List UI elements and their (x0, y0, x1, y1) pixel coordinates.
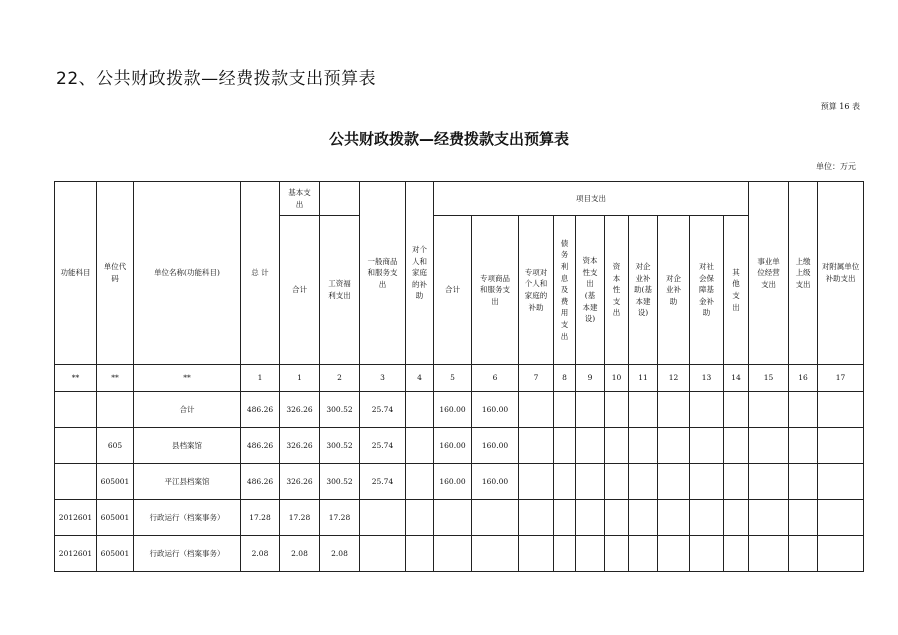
cell-empty (658, 536, 690, 572)
cell-total: 486.26 (241, 392, 280, 428)
header-enterprise-build: 对企 业补 助(基 本建 设) (629, 216, 658, 365)
index-cell: 12 (658, 365, 690, 392)
cell-empty (576, 392, 605, 428)
cell-code: 605 (97, 428, 134, 464)
table-row (55, 500, 864, 536)
header-project-sum: 合计 (434, 216, 472, 365)
header-business: 事业单 位经营 支出 (749, 182, 789, 365)
cell-func (55, 464, 97, 500)
cell-name: 县档案馆 (134, 428, 241, 464)
cell-func: 2012601 (55, 500, 97, 536)
cell-individual (406, 428, 434, 464)
index-cell: 5 (434, 365, 472, 392)
index-cell: 15 (749, 365, 789, 392)
cell-empty (749, 464, 789, 500)
cell-func (55, 392, 97, 428)
cell-empty (818, 392, 864, 428)
cell-empty (629, 464, 658, 500)
index-cell: ** (134, 365, 241, 392)
cell-empty (818, 464, 864, 500)
header-basic-group: 基本支 出 (280, 182, 320, 216)
cell-empty (605, 392, 629, 428)
header-unit-name: 单位名称(功能科目) (134, 182, 241, 365)
index-cell: 3 (360, 365, 406, 392)
index-cell: 1 (280, 365, 320, 392)
cell-project-goods: 160.00 (472, 428, 519, 464)
index-cell: 11 (629, 365, 658, 392)
unit-label: 单位：万元 (816, 162, 856, 171)
header-goods: 一般商品 和服务支 出 (360, 182, 406, 365)
header-enterprise: 对企 业补 助 (658, 216, 690, 365)
cell-project-goods: 160.00 (472, 392, 519, 428)
cell-empty (789, 464, 818, 500)
index-cell: 13 (690, 365, 724, 392)
table-row (55, 536, 864, 572)
cell-empty (658, 500, 690, 536)
cell-empty (818, 500, 864, 536)
cell-empty (629, 392, 658, 428)
cell-empty (818, 428, 864, 464)
header-capital-build: 资本 性支 出 (基 本建 设) (576, 216, 605, 365)
header-project-group: 项目支出 (434, 182, 749, 216)
cell-goods: 25.74 (360, 392, 406, 428)
cell-empty (690, 500, 724, 536)
cell-empty (690, 464, 724, 500)
header-project-goods: 专项商品 和服务支 出 (472, 216, 519, 365)
table-row (55, 464, 864, 500)
cell-total: 486.26 (241, 428, 280, 464)
cell-empty (554, 464, 576, 500)
cell-name: 合计 (134, 392, 241, 428)
table-row (55, 392, 864, 428)
cell-basic-sum: 17.28 (280, 500, 320, 536)
cell-empty (658, 464, 690, 500)
index-cell: 1 (241, 365, 280, 392)
cell-goods (360, 500, 406, 536)
cell-empty (724, 428, 749, 464)
header-subsidiary: 对附属单位 补助支出 (818, 182, 864, 365)
header-other: 其 他 支 出 (724, 216, 749, 365)
cell-code: 605001 (97, 464, 134, 500)
header-func-subject: 功能科目 (55, 182, 97, 365)
cell-wage: 300.52 (320, 392, 360, 428)
cell-empty (690, 392, 724, 428)
cell-project-sum (434, 500, 472, 536)
cell-individual (406, 500, 434, 536)
cell-code (97, 392, 134, 428)
cell-empty (724, 464, 749, 500)
cell-empty (519, 536, 554, 572)
index-cell: ** (97, 365, 134, 392)
cell-total: 17.28 (241, 500, 280, 536)
cell-project-goods: 160.00 (472, 464, 519, 500)
cell-empty (605, 428, 629, 464)
cell-func (55, 428, 97, 464)
page-heading: 22、公共财政拨款—经费拨款支出预算表 (56, 69, 377, 89)
index-cell: 14 (724, 365, 749, 392)
cell-empty (554, 428, 576, 464)
cell-empty (724, 500, 749, 536)
cell-wage: 17.28 (320, 500, 360, 536)
header-debt: 债 务 利 息 及 费 用 支 出 (554, 216, 576, 365)
cell-empty (789, 428, 818, 464)
cell-empty (789, 392, 818, 428)
cell-total: 486.26 (241, 464, 280, 500)
cell-empty (554, 536, 576, 572)
index-cell: 9 (576, 365, 605, 392)
cell-empty (818, 536, 864, 572)
cell-goods: 25.74 (360, 464, 406, 500)
cell-empty (629, 536, 658, 572)
cell-name: 行政运行（档案事务） (134, 536, 241, 572)
index-cell: 4 (406, 365, 434, 392)
header-wage: 工资福 利支出 (320, 216, 360, 365)
index-cell: 6 (472, 365, 519, 392)
cell-empty (749, 392, 789, 428)
index-row (55, 365, 864, 392)
cell-basic-sum: 326.26 (280, 392, 320, 428)
header-upper: 上缴 上级 支出 (789, 182, 818, 365)
cell-individual (406, 464, 434, 500)
cell-name: 行政运行（档案事务） (134, 500, 241, 536)
index-cell: 8 (554, 365, 576, 392)
cell-code: 605001 (97, 500, 134, 536)
form-number: 预算 16 表 (820, 102, 860, 111)
cell-empty (724, 392, 749, 428)
cell-individual (406, 392, 434, 428)
cell-empty (519, 392, 554, 428)
cell-project-goods (472, 500, 519, 536)
header-social: 对社 会保 障基 金补 助 (690, 216, 724, 365)
index-cell: 2 (320, 365, 360, 392)
cell-empty (576, 536, 605, 572)
cell-empty (658, 392, 690, 428)
cell-empty (605, 500, 629, 536)
cell-project-sum: 160.00 (434, 392, 472, 428)
cell-empty (576, 464, 605, 500)
header-project-individual: 专项对 个人和 家庭的 补助 (519, 216, 554, 365)
index-cell: 16 (789, 365, 818, 392)
cell-project-sum (434, 536, 472, 572)
cell-empty (749, 536, 789, 572)
cell-empty (519, 428, 554, 464)
header-blank (320, 182, 360, 216)
header-total: 总 计 (241, 182, 280, 365)
header-capital: 资 本 性 支 出 (605, 216, 629, 365)
cell-empty (749, 428, 789, 464)
cell-goods: 25.74 (360, 428, 406, 464)
cell-project-sum: 160.00 (434, 428, 472, 464)
cell-empty (724, 536, 749, 572)
budget-table (54, 181, 864, 572)
cell-empty (690, 428, 724, 464)
cell-empty (576, 428, 605, 464)
cell-empty (658, 428, 690, 464)
cell-empty (789, 536, 818, 572)
cell-empty (690, 536, 724, 572)
cell-wage: 300.52 (320, 464, 360, 500)
cell-name: 平江县档案馆 (134, 464, 241, 500)
cell-wage: 300.52 (320, 428, 360, 464)
cell-empty (519, 500, 554, 536)
header-basic-sum: 合计 (280, 216, 320, 365)
cell-basic-sum: 326.26 (280, 464, 320, 500)
index-cell: 10 (605, 365, 629, 392)
cell-project-goods (472, 536, 519, 572)
cell-empty (749, 500, 789, 536)
cell-empty (629, 428, 658, 464)
index-cell: 7 (519, 365, 554, 392)
table-title: 公共财政拨款—经费拨款支出预算表 (328, 130, 569, 148)
cell-empty (629, 500, 658, 536)
cell-empty (554, 500, 576, 536)
cell-empty (605, 464, 629, 500)
cell-empty (554, 392, 576, 428)
cell-empty (605, 536, 629, 572)
cell-empty (519, 464, 554, 500)
cell-basic-sum: 326.26 (280, 428, 320, 464)
cell-code: 605001 (97, 536, 134, 572)
table-row (55, 428, 864, 464)
index-cell: ** (55, 365, 97, 392)
cell-empty (789, 500, 818, 536)
cell-individual (406, 536, 434, 572)
header-individual: 对个 人和 家庭 的补 助 (406, 182, 434, 365)
cell-func: 2012601 (55, 536, 97, 572)
cell-total: 2.08 (241, 536, 280, 572)
cell-basic-sum: 2.08 (280, 536, 320, 572)
cell-empty (576, 500, 605, 536)
header-unit-code: 单位代 码 (97, 182, 134, 365)
cell-project-sum: 160.00 (434, 464, 472, 500)
cell-wage: 2.08 (320, 536, 360, 572)
cell-goods (360, 536, 406, 572)
index-cell: 17 (818, 365, 864, 392)
